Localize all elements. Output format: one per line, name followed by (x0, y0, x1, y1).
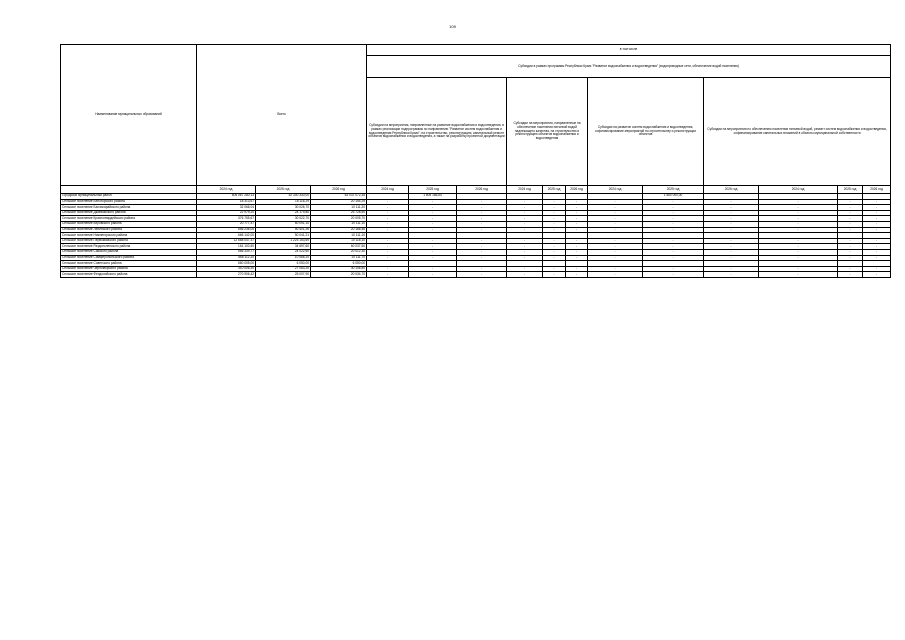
row-value: - (409, 249, 457, 255)
table-row (61, 272, 891, 278)
row-value: - (457, 199, 507, 205)
year-cell: 2025 год (643, 186, 704, 194)
row-name: Сельское поселение Сакского района (61, 249, 197, 255)
row-value: - (863, 227, 891, 233)
row-value: 605 067 280,13 (197, 194, 256, 200)
row-value: - (863, 210, 891, 216)
row-value: - (643, 266, 704, 272)
row-value: - (838, 266, 863, 272)
row-value: - (863, 199, 891, 205)
year-cell: 2026 год (311, 186, 367, 194)
year-cell: 2026 год (863, 186, 891, 194)
row-value: 32 066,04 (197, 205, 256, 211)
year-cell: 2026 год (566, 186, 588, 194)
row-value: - (409, 266, 457, 272)
row-value: 20 777,47 (197, 221, 256, 227)
row-value: 161 100,50 (197, 244, 256, 250)
row-value: - (566, 249, 588, 255)
row-name: Сельское поселение Первомайского района (61, 238, 197, 244)
row-value: - (863, 255, 891, 261)
row-value: - (507, 244, 543, 250)
row-value: - (838, 255, 863, 261)
row-name: Сельское поселение Феодосийского района (61, 272, 197, 278)
header-group-title: Субсидии в рамках программы Республики Крым "Развитие водоснабжения и водоотведения" (водопроводные сети, обеспечение водой населения) (367, 56, 891, 78)
row-value: - (566, 227, 588, 233)
row-value: - (704, 199, 759, 205)
row-name: Сельское поселение Симферопольского района (61, 255, 197, 261)
year-cell: 2024 год (367, 186, 409, 194)
row-value: 30 106,80 (311, 266, 367, 272)
row-value: - (704, 221, 759, 227)
row-value: - (566, 199, 588, 205)
row-value: - (759, 210, 838, 216)
year-cell: 2024 год (759, 186, 838, 194)
row-value: - (643, 227, 704, 233)
row-value: 10 066,20 (256, 255, 311, 261)
row-value: - (507, 238, 543, 244)
row-value: - (543, 221, 566, 227)
row-name: Сельское поселение Советского района (61, 261, 197, 267)
year-cell: 2025 год (838, 186, 863, 194)
row-value: 660 005,00 (197, 261, 256, 267)
row-value: - (759, 238, 838, 244)
row-value: - (643, 255, 704, 261)
row-name: Сельское поселение Ленинского района (61, 227, 197, 233)
row-value: - (704, 244, 759, 250)
row-value: 52 300 330,00 (256, 194, 311, 200)
row-value: - (643, 238, 704, 244)
row-value: - (759, 221, 838, 227)
row-value: 6 050,00 (256, 261, 311, 267)
row-value: 20 154,29 (311, 199, 367, 205)
row-value: - (588, 216, 643, 222)
row-value: - (457, 255, 507, 261)
row-value: 18 313,67 (197, 199, 256, 205)
row-value: - (838, 199, 863, 205)
row-value: - (543, 249, 566, 255)
budget-table (60, 44, 891, 278)
row-value: - (457, 221, 507, 227)
row-value: 10 111,70 (311, 255, 367, 261)
row-value: - (367, 266, 409, 272)
row-value: - (704, 210, 759, 216)
row-name: Сельское поселение Черноморского района (61, 266, 197, 272)
row-value: - (838, 221, 863, 227)
row-value: - (838, 210, 863, 216)
row-value: - (457, 210, 507, 216)
row-value: 34 697,60 (256, 244, 311, 250)
row-value: - (643, 216, 704, 222)
row-value: - (838, 272, 863, 278)
row-value: 566 339,77 (197, 249, 256, 255)
row-value: - (409, 272, 457, 278)
row-value: 656 236,05 (197, 227, 256, 233)
row-value: 50 041,21 (256, 233, 311, 239)
row-value: - (507, 227, 543, 233)
row-value: - (588, 244, 643, 250)
year-cell: 2024 год (507, 186, 543, 194)
row-value: - (543, 216, 566, 222)
row-value: - (507, 272, 543, 278)
row-value: - (704, 249, 759, 255)
row-value: 20 034,70 (311, 272, 367, 278)
row-value: - (838, 249, 863, 255)
row-value: - (507, 205, 543, 211)
row-value: - (759, 249, 838, 255)
row-value: - (566, 266, 588, 272)
row-value: - (838, 216, 863, 222)
row-value: 566 112,20 (197, 255, 256, 261)
row-value: - (704, 272, 759, 278)
row-value: - (759, 266, 838, 272)
header-name: Наименование муниципальных образований (61, 45, 197, 186)
year-cell: 2026 год (704, 186, 759, 194)
row-value: - (566, 272, 588, 278)
row-value: - (566, 255, 588, 261)
row-value: - (409, 205, 457, 211)
row-value: - (588, 205, 643, 211)
row-value: - (566, 216, 588, 222)
row-value: - (863, 221, 891, 227)
row-value: - (588, 272, 643, 278)
row-value: 63 037 072,35 (311, 194, 367, 200)
row-value: - (759, 255, 838, 261)
row-value: - (409, 238, 457, 244)
row-value: - (457, 272, 507, 278)
row-value: - (367, 244, 409, 250)
row-value: - (588, 249, 643, 255)
row-value: - (566, 244, 588, 250)
row-value: - (588, 221, 643, 227)
header-sub2: Субсидии на мероприятия, направленные на обеспечение населения питьевой водой надлежащего качества, на строительство и реконструкцию объектов водоснабжения и водоотведения (507, 78, 588, 186)
row-value: - (409, 221, 457, 227)
row-value: - (863, 205, 891, 211)
row-value: - (863, 216, 891, 222)
year-cell: 2024 год (588, 186, 643, 194)
row-value: 310 006,30 (197, 266, 256, 272)
row-value: - (367, 205, 409, 211)
row-value: - (409, 244, 457, 250)
row-value: - (863, 266, 891, 272)
row-value: - (457, 216, 507, 222)
row-value: - (704, 205, 759, 211)
row-value: - (543, 266, 566, 272)
row-value: - (704, 255, 759, 261)
row-value: 1 225 153,69 (256, 238, 311, 244)
row-value: - (367, 199, 409, 205)
row-value: - (704, 238, 759, 244)
page-number: 109 (449, 24, 456, 29)
row-value: 270 906,42 (197, 272, 256, 278)
row-value: - (367, 210, 409, 216)
row-value: - (367, 221, 409, 227)
row-value: - (643, 210, 704, 216)
row-value: 27 063,20 (256, 266, 311, 272)
row-value: 25 728,50 (311, 210, 367, 216)
row-value: - (643, 244, 704, 250)
row-value: - (704, 216, 759, 222)
header-in-that-number: в том числе (367, 45, 891, 56)
row-value: - (507, 210, 543, 216)
year-cell: 2024 год (197, 186, 256, 194)
row-value: - (409, 216, 457, 222)
row-name: Сельское поселение Белогорского района (61, 199, 197, 205)
row-value: - (759, 244, 838, 250)
row-value: - (367, 272, 409, 278)
row-value: 1 560 000,00 (643, 194, 704, 200)
row-value: - (759, 205, 838, 211)
row-value: 6 050,00 (311, 261, 367, 267)
header-sub1: Субсидии на мероприятия, направленные на развитие водоснабжения и водоотведения, в рамках реализации подпрограммы по направлению "Развитие систем водоснабжения и водоотведения Республики Крым"; на строительство, реконструкцию, капитальный ремонт объектов водоснабжения и водоотведения, а также на разработку проектной документации (367, 78, 507, 186)
table-body (61, 194, 891, 278)
row-value: - (457, 266, 507, 272)
row-value: - (507, 221, 543, 227)
row-value: - (543, 238, 566, 244)
row-value: 22 979,20 (197, 210, 256, 216)
row-value: - (566, 238, 588, 244)
row-value: - (838, 205, 863, 211)
row-value: - (759, 216, 838, 222)
row-value: - (543, 272, 566, 278)
row-value: - (588, 238, 643, 244)
row-name: Сельское поселение Красногвардейского района (61, 216, 197, 222)
row-value: - (507, 266, 543, 272)
row-value: - (588, 266, 643, 272)
row-value: 24 179,80 (256, 210, 311, 216)
row-name: Сельское поселение Раздольненского района (61, 244, 197, 250)
row-value: - (409, 199, 457, 205)
header-sub4: Субсидии на мероприятия по обеспечению населения питьевой водой, ремонт систем водоснабжения и водоотведения, софинансирование капитальных вложений в объекты муниципальной собственности (704, 78, 891, 186)
row-value: - (838, 227, 863, 233)
row-value: - (863, 244, 891, 250)
row-value: - (566, 221, 588, 227)
row-name: Сельское поселение Нижнегорского района (61, 233, 197, 239)
row-value: - (759, 199, 838, 205)
row-value: 16 116,29 (256, 199, 311, 205)
row-value: - (367, 216, 409, 222)
row-value: - (457, 249, 507, 255)
row-value: - (759, 272, 838, 278)
header-sub3: Субсидии на развитие систем водоснабжения и водоотведения, софинансирование мероприятий по строительству и реконструкции объектов (588, 78, 704, 186)
row-value: - (863, 272, 891, 278)
row-value: 20 166,46 (311, 227, 367, 233)
row-value: - (367, 238, 409, 244)
row-name: Сельское поселение Джанкойского района (61, 210, 197, 216)
row-value: - (543, 244, 566, 250)
row-value: - (543, 255, 566, 261)
row-value: - (543, 205, 566, 211)
row-value: - (704, 227, 759, 233)
row-value: - (367, 227, 409, 233)
row-value: - (588, 199, 643, 205)
year-cell: 2025 год (409, 186, 457, 194)
row-value: 376 755,67 (197, 216, 256, 222)
row-value: - (643, 199, 704, 205)
row-value: - (543, 210, 566, 216)
year-cell: 2025 год (543, 186, 566, 194)
row-value: - (543, 199, 566, 205)
row-value: - (457, 238, 507, 244)
row-value: - (507, 216, 543, 222)
row-value: - (507, 249, 543, 255)
row-value: - (507, 199, 543, 205)
row-value: - (704, 266, 759, 272)
row-value: - (588, 210, 643, 216)
row-name: Сельское поселение Кировского района (61, 221, 197, 227)
row-value: 666 142,00 (197, 233, 256, 239)
row-value: 12 668 047,37 (197, 238, 256, 244)
row-value: - (543, 227, 566, 233)
row-value: - (367, 255, 409, 261)
row-value: 60 037,50 (311, 244, 367, 250)
row-value: - (643, 221, 704, 227)
row-value: 50 401,26 (256, 227, 311, 233)
row-value: - (643, 205, 704, 211)
row-value: - (759, 227, 838, 233)
row-value: - (588, 227, 643, 233)
row-value: 1 605 186,64 (409, 194, 457, 200)
row-value: - (643, 249, 704, 255)
row-value: - (863, 238, 891, 244)
years-empty (61, 186, 197, 194)
row-value: 25 007,90 (256, 272, 311, 278)
row-value: - (588, 255, 643, 261)
row-value: - (643, 272, 704, 278)
row-value: 10 111,20 (311, 205, 367, 211)
row-value: 30 026,70 (256, 205, 311, 211)
row-value: - (457, 227, 507, 233)
row-value: 10 116,10 (311, 238, 367, 244)
row-name: Сельское поселение Бахчисарайского района (61, 205, 197, 211)
row-value: - (457, 244, 507, 250)
row-value: 60 091,10 (256, 221, 311, 227)
row-value: 20 005,70 (311, 216, 367, 222)
row-value: - (566, 210, 588, 216)
year-cell: 2025 год (256, 186, 311, 194)
row-value: 10 111,10 (311, 221, 367, 227)
row-value: - (367, 249, 409, 255)
row-value: - (838, 238, 863, 244)
row-value: - (863, 249, 891, 255)
year-cell: 2026 год (457, 186, 507, 194)
row-value: - (566, 205, 588, 211)
row-value: - (409, 255, 457, 261)
row-name: Городской муниципальный район (61, 194, 197, 200)
row-value: 20 012,30 (311, 249, 367, 255)
row-value: - (838, 244, 863, 250)
header-total: Всего (197, 45, 367, 186)
row-value: - (409, 210, 457, 216)
row-value: 24 022,60 (256, 249, 311, 255)
row-value: 30 022,70 (256, 216, 311, 222)
row-value: - (409, 227, 457, 233)
row-value: - (457, 205, 507, 211)
row-value: - (507, 255, 543, 261)
row-value: 10 111,10 (311, 233, 367, 239)
years-row (61, 186, 891, 194)
